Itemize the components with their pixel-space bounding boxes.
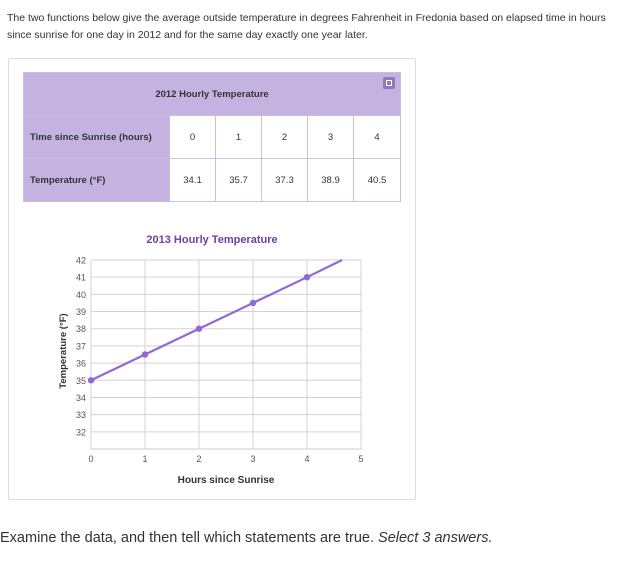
x-axis-label: Hours since Sunrise — [177, 475, 275, 486]
x-tick-label: 2 — [196, 454, 202, 464]
temperature-cell: 37.3 — [262, 159, 308, 202]
y-tick-label: 41 — [75, 272, 86, 283]
x-tick-label: 0 — [88, 454, 94, 464]
temperature-cell: 40.5 — [354, 159, 401, 202]
y-axis-label: Temperature (°F) — [58, 313, 69, 389]
y-tick-label: 39 — [75, 307, 86, 318]
y-tick-label: 35 — [75, 375, 86, 386]
y-tick-label: 38 — [75, 324, 86, 335]
plot-frame — [91, 260, 361, 449]
temperature-row-header: Temperature (°F) — [24, 159, 170, 202]
data-point — [142, 351, 148, 357]
table-title: 2012 Hourly Temperature — [155, 88, 269, 100]
x-tick-label: 4 — [304, 454, 310, 464]
data-point — [196, 326, 202, 332]
data-point — [88, 377, 94, 383]
data-point — [304, 274, 310, 280]
y-tick-label: 37 — [75, 341, 86, 352]
temperature-cell: 34.1 — [170, 159, 216, 202]
y-tick-label: 36 — [75, 358, 86, 369]
time-cell: 0 — [170, 116, 216, 159]
y-tick-label: 40 — [75, 289, 86, 300]
data-point — [250, 300, 256, 306]
time-cell: 4 — [354, 116, 401, 159]
x-tick-label: 1 — [142, 454, 148, 464]
y-tick-label: 32 — [75, 427, 86, 438]
data-panel — [8, 58, 416, 500]
x-tick-label: 3 — [250, 454, 256, 464]
x-tick-label: 5 — [358, 454, 364, 464]
y-tick-label: 33 — [75, 410, 86, 421]
temperature-cell: 38.9 — [308, 159, 354, 202]
chart-2013 — [9, 59, 415, 499]
chart-title: 2013 Hourly Temperature — [146, 234, 278, 246]
question-text — [0, 530, 492, 546]
time-cell: 2 — [262, 116, 308, 159]
question-emphasis: Select 3 answers. — [378, 530, 493, 546]
question-main: Examine the data, and then tell which statements are true. — [0, 530, 374, 546]
time-cell: 3 — [308, 116, 354, 159]
time-row-header: Time since Sunrise (hours) — [24, 116, 170, 159]
temperature-cell: 35.7 — [216, 159, 262, 202]
intro-text: The two functions below give the average outside temperature in degrees Fahrenheit in Fredonia based on elapsed time in hours since sunrise for one day in 2012 and for the same day exactly one year later. — [7, 12, 606, 41]
y-tick-label: 42 — [75, 255, 86, 266]
y-tick-label: 34 — [75, 392, 86, 403]
time-cell: 1 — [216, 116, 262, 159]
